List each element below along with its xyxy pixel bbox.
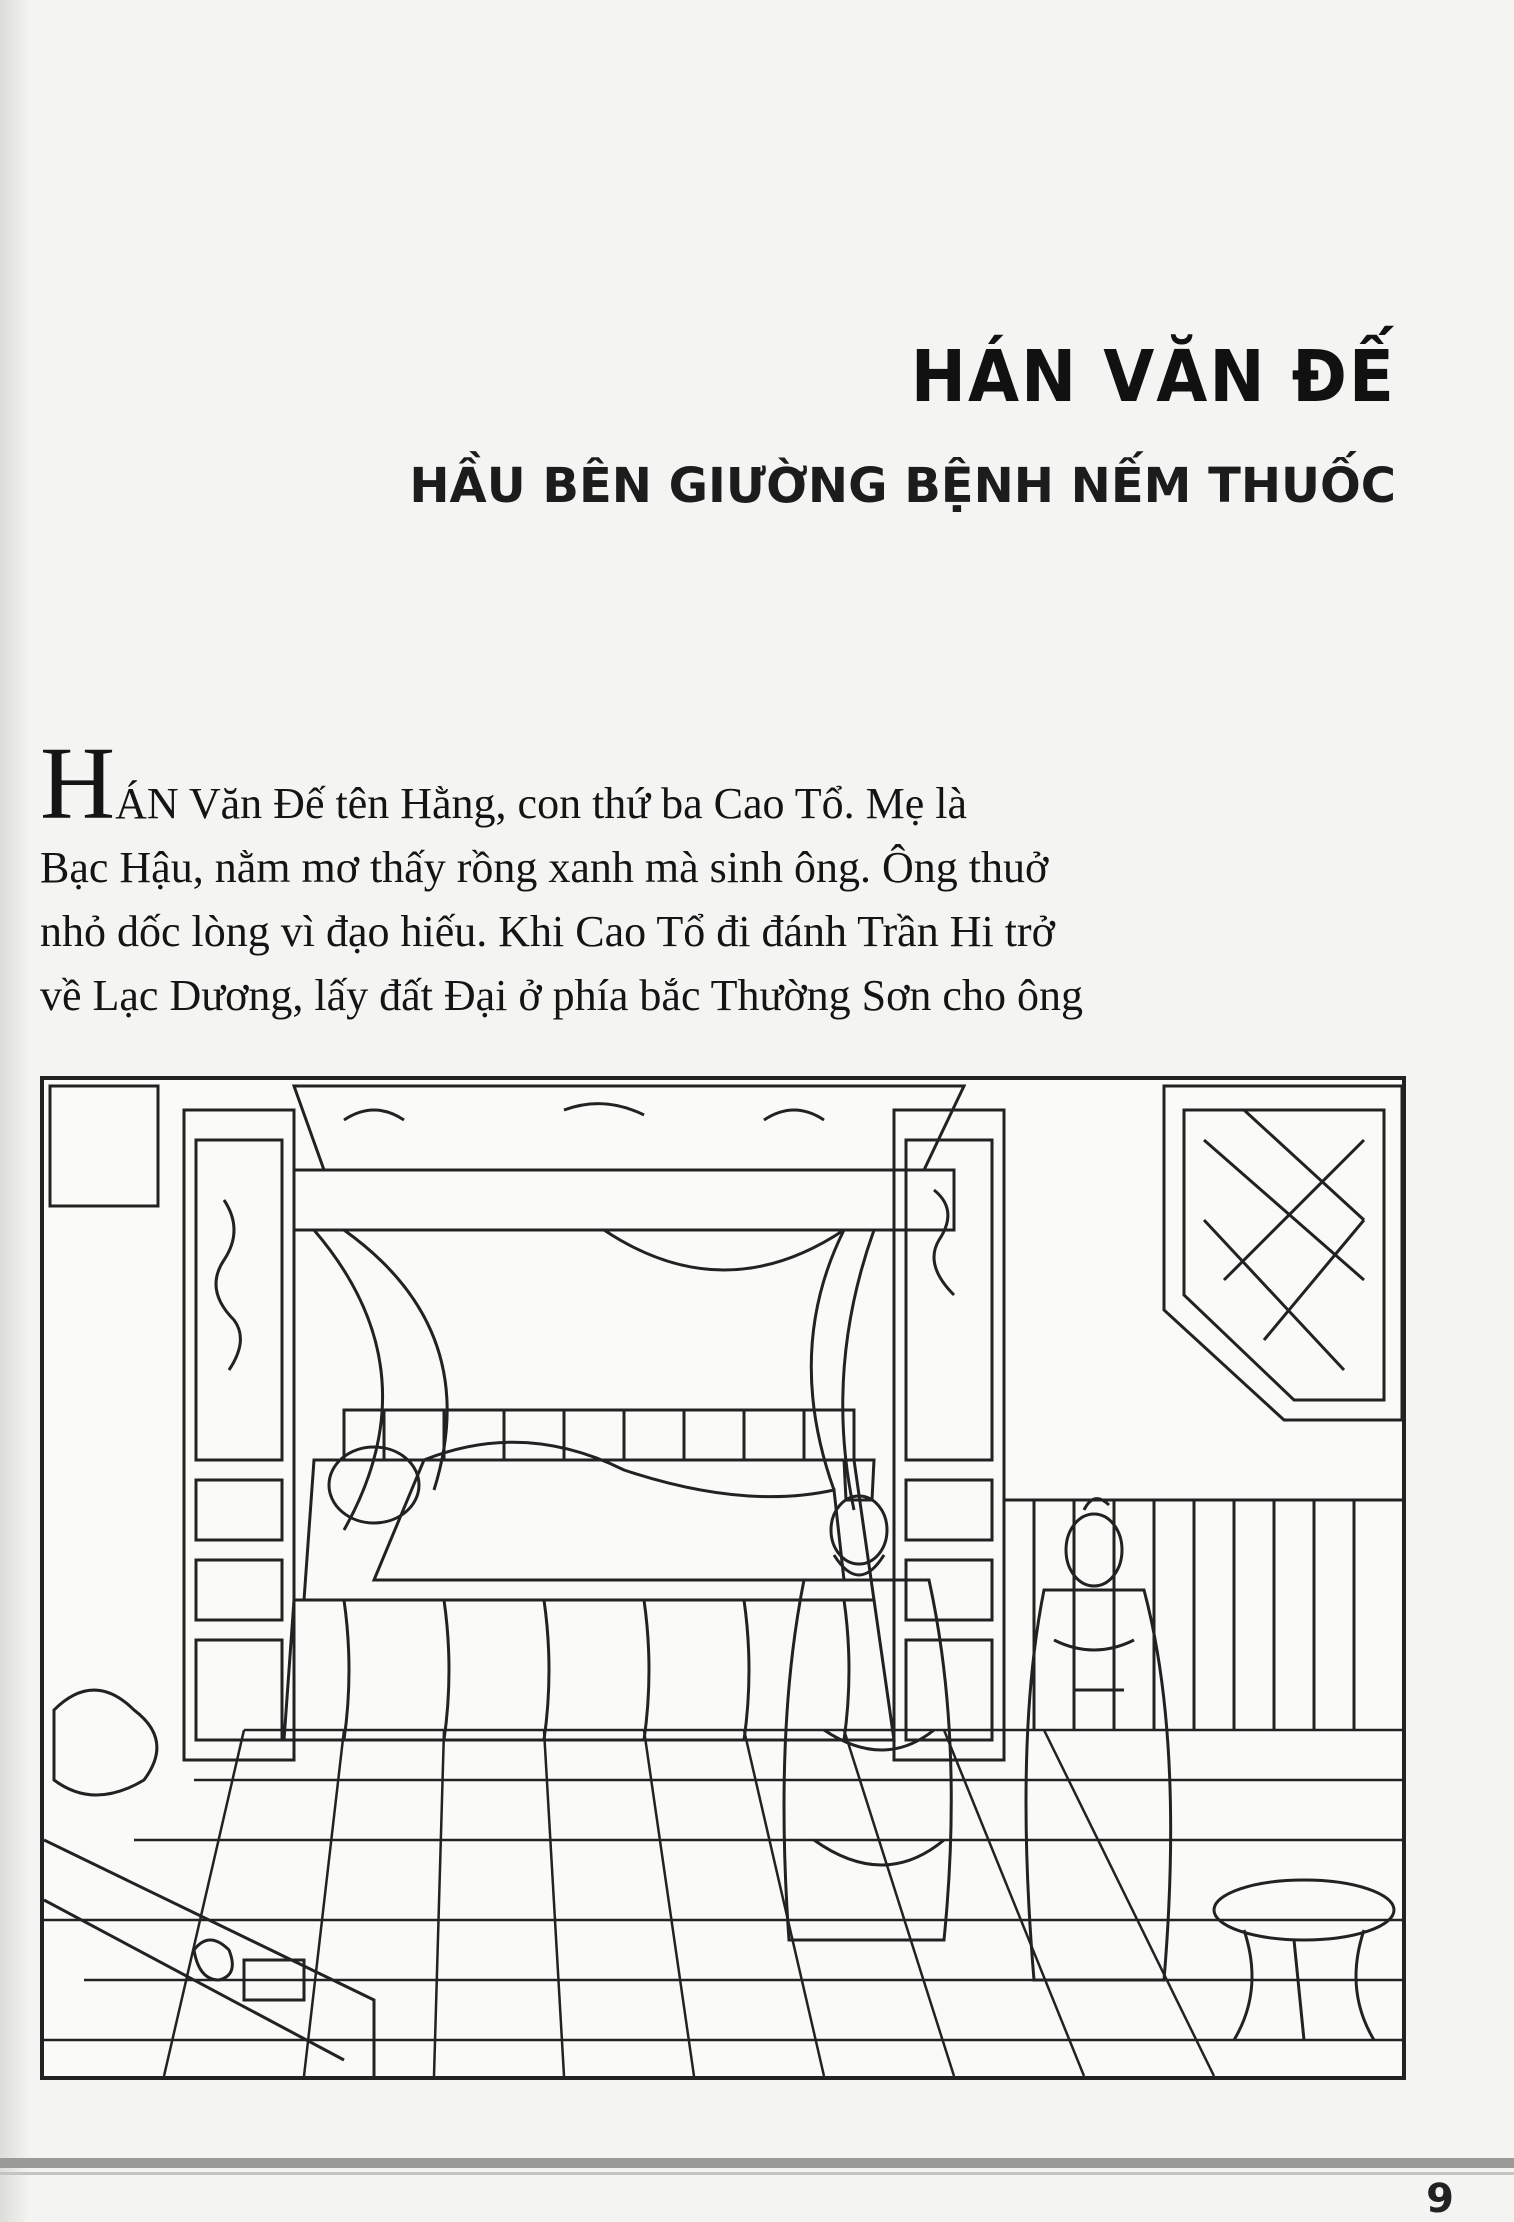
body-line-1: HÁN Văn Đế tên Hằng, con thứ ba Cao Tổ. Mẹ là: [40, 726, 968, 841]
chapter-subtitle: HẦU BÊN GIƯỜNG BỆNH NẾM THUỐC: [409, 458, 1396, 514]
body-paragraph: [40, 726, 1402, 1028]
footer-rule-thin: [0, 2172, 1514, 2175]
body-line-4: về Lạc Dương, lấy đất Đại ở phía bắc Thường Sơn cho ông: [40, 971, 1083, 1020]
lattice-window: [1164, 1086, 1402, 1420]
woodcut-illustration: [40, 1076, 1406, 2080]
page-number: 9: [1426, 2176, 1454, 2222]
body-line-2: Bạc Hậu, nằm mơ thấy rồng xanh mà sinh ông. Ông thuở: [40, 843, 1049, 892]
left-pillar: [184, 1110, 294, 1760]
wainscot-panel: [1004, 1500, 1402, 1730]
bedroom-scene-drawing: [44, 1080, 1402, 2076]
bed-curtains: [314, 1230, 874, 1530]
drop-cap: H: [40, 726, 116, 841]
chapter-title: HÁN VĂN ĐẾ: [910, 334, 1396, 419]
bed: [284, 1410, 894, 1740]
tiled-floor: [44, 1730, 1402, 2076]
rock-planter: [54, 1690, 157, 1795]
figure-official: [784, 1460, 951, 1940]
footer-rule: [0, 2158, 1514, 2168]
side-table: [1214, 1880, 1394, 2040]
page-gutter-shadow: [0, 0, 30, 2222]
body-line-3: nhỏ dốc lòng vì đạo hiếu. Khi Cao Tổ đi đánh Trần Hi trở: [40, 907, 1055, 956]
right-pillar: [894, 1110, 1004, 1760]
bed-canopy: [294, 1086, 964, 1230]
left-wall-frame: [50, 1086, 158, 1206]
